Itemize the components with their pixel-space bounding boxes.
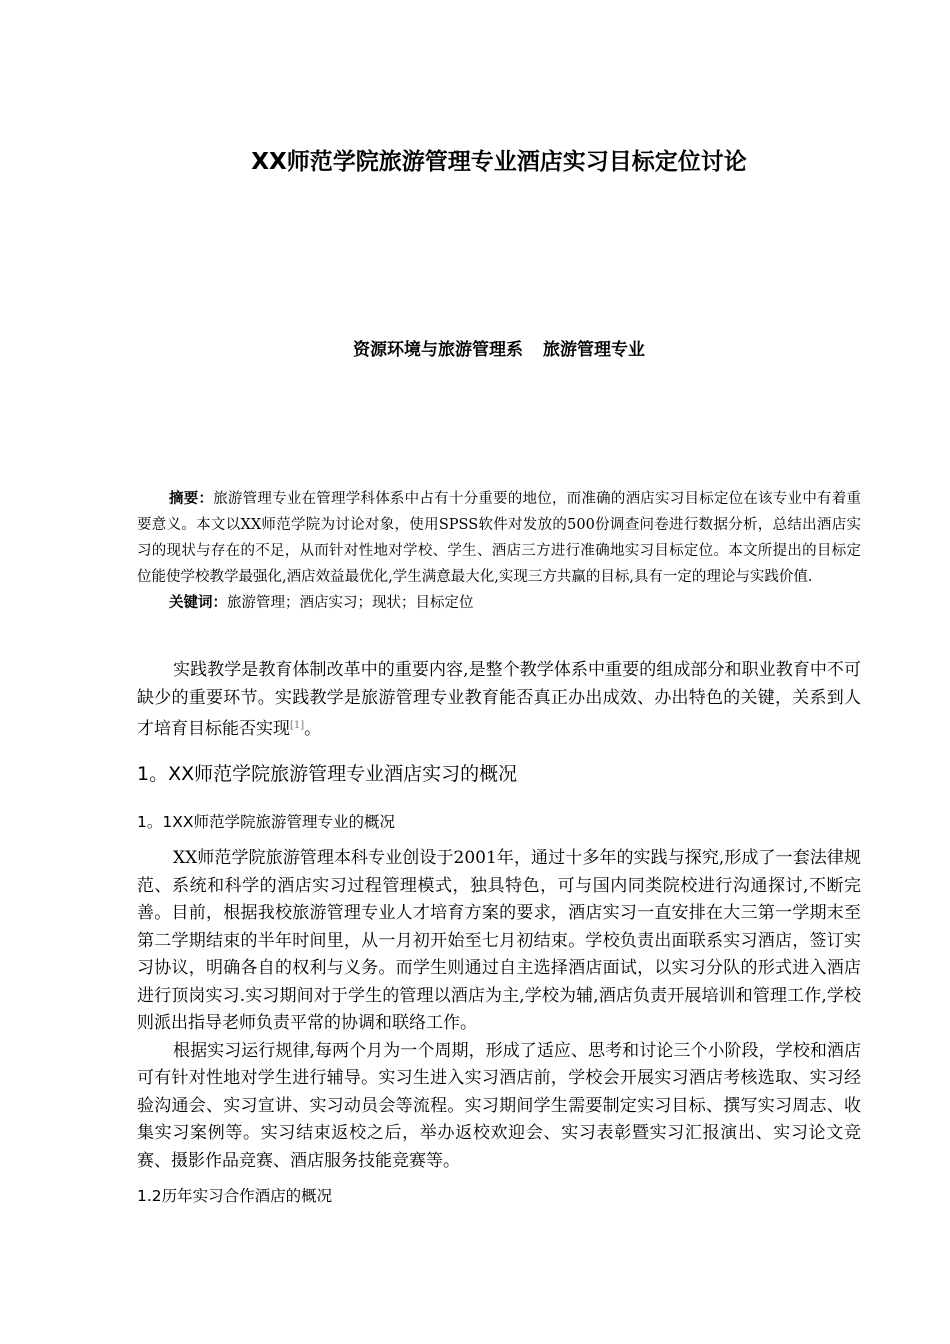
keywords-paragraph [137, 590, 861, 616]
body-paragraph: 根据实习运行规律,每两个月为一个周期，形成了适应、思考和讨论三个小阶段，学校和酒店可有针对性地对学生进行辅导。实习生进入实习酒店前，学校会开展实习酒店考核选取、实习经验沟通会、实习宣讲、实习动员会等流程。实习期间学生需要制定实习目标、撰写实习周志、收集实习案例等。实习结束返校之后，举办返校欢迎会、实习表彰暨实习汇报演出、实习论文竞赛、摄影作品竞赛、酒店服务技能竞赛等。 [137, 1040, 861, 1171]
keywords-text: 旅游管理；酒店实习；现状；目标定位 [227, 595, 474, 611]
abstract-paragraph [137, 486, 861, 590]
document-title: XX师范学院旅游管理专业酒店实习目标定位讨论 [251, 149, 747, 175]
body-paragraph: XX师范学院旅游管理本科专业创设于2001年，通过十多年的实践与探究,形成了一套法律规范、系统和科学的酒店实习过程管理模式，独具特色，可与国内同类院校进行沟通探讨,不断完善。目前，根据我校旅游管理专业人才培育方案的要求，酒店实习一直安排在大三第一学期末至第二学期结束的半年时间里，从一月初开始至七月初结束。学校负责出面联系实习酒店，签订实习协议，明确各自的权利与义务。而学生则通过自主选择酒店面试，以实习分队的形式进入酒店进行顶岗实习.实习期间对于学生的管理以酒店为主,学校为辅,酒店负责开展培训和管理工作,学校则派出指导老师负责平常的协调和联络工作。 [137, 848, 861, 1033]
intro-text: 实践教学是教育体制改革中的重要内容,是整个教学体系中重要的组成部分和职业教育中不可缺少的重要环节。实践教学是旅游管理专业教育能否真正办出成效、办出特色的关键，关系到人才培育目标能否实现 [137, 660, 861, 739]
intro-block [137, 657, 861, 744]
department-line: 资源环境与旅游管理系 旅游管理专业 [353, 340, 645, 360]
intro-end: 。 [304, 719, 322, 739]
section-heading-1: 1。XX师范学院旅游管理专业酒店实习的概况 [137, 763, 518, 785]
abstract-label: 摘要： [169, 491, 214, 507]
subsection-heading-1-1: 1。1XX师范学院旅游管理专业的概况 [137, 813, 395, 831]
abstract-block [137, 486, 861, 616]
citation-ref: [1] [290, 720, 305, 731]
section-1-1-body [137, 845, 861, 1175]
keywords-label: 关键词： [169, 595, 227, 611]
intro-paragraph [137, 657, 861, 744]
subsection-heading-1-2: 1.2历年实习合作酒店的概况 [137, 1187, 333, 1205]
abstract-text: 旅游管理专业在管理学科体系中占有十分重要的地位，而准确的酒店实习目标定位在该专业中有着重要意义。本文以XX师范学院为讨论对象，使用SPSS软件对发放的500份调查问卷进行数据分析，总结出酒店实习的现状与存在的不足，从而针对性地对学校、学生、酒店三方进行准确地实习目标定位。本文所提出的目标定位能使学校教学最强化,酒店效益最优化,学生满意最大化,实现三方共赢的目标,具有一定的理论与实践价值. [137, 491, 861, 585]
